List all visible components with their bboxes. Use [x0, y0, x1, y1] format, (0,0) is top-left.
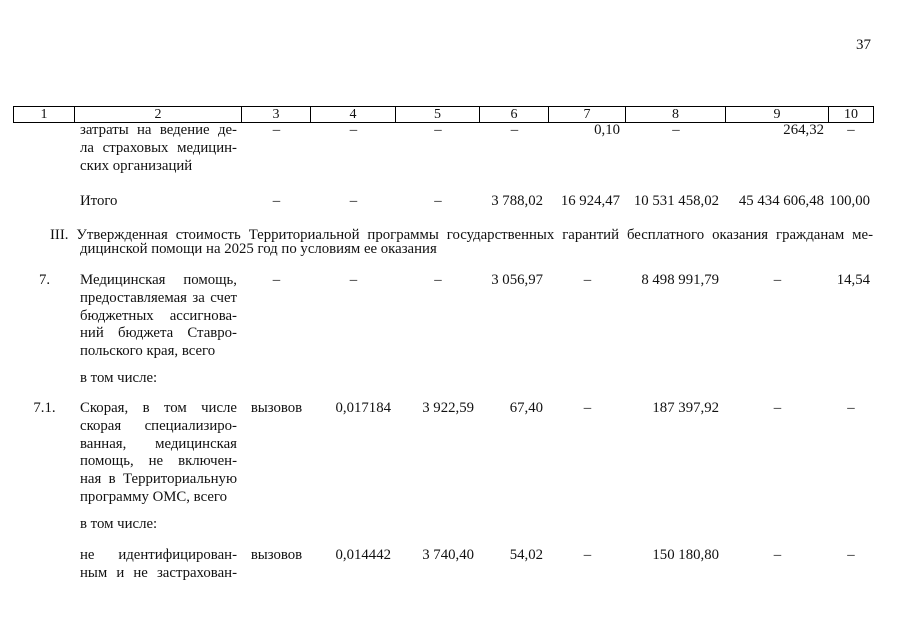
column-number-header: 6 [480, 107, 549, 122]
value-col-6: – [510, 122, 519, 138]
value-col-7: – [583, 547, 592, 563]
value-col-4: – [349, 272, 358, 288]
value-col-7: – [583, 400, 592, 416]
section-heading-line: дицинской помощи на 2025 год по условиям ее оказания [80, 241, 437, 257]
value-col-7: – [583, 272, 592, 288]
value-col-6: 3 056,97 [491, 272, 543, 288]
table-header-row [13, 106, 874, 123]
row-number: 7. [38, 272, 51, 288]
row-number: 7.1. [33, 400, 56, 416]
value-col-6: 3 788,02 [491, 193, 543, 209]
column-number-header: 8 [626, 107, 726, 122]
value-col-4: – [349, 193, 358, 209]
column-number-header: 4 [311, 107, 396, 122]
value-col-10: – [847, 547, 855, 563]
value-col-10: – [847, 122, 855, 138]
section-heading [50, 228, 873, 256]
row-name-line: помощь, не включен- [80, 453, 237, 470]
value-col-6: 67,40 [509, 400, 543, 416]
row-name [75, 193, 242, 211]
row-name-line: Итого [80, 193, 118, 209]
row-name-line: ний бюджета Ставро- [80, 325, 237, 342]
value-col-5: 3 740,40 [422, 547, 474, 563]
row-name-line: предоставляемая за счет [80, 289, 237, 306]
value-col-8: 10 531 458,02 [633, 193, 719, 209]
column-number-header: 9 [726, 107, 829, 122]
value-col-9: 45 434 606,48 [738, 193, 824, 209]
row-name-line: польского края, всего [80, 343, 216, 360]
value-col-5: – [434, 272, 442, 288]
column-number-header: 2 [75, 107, 242, 122]
row-name-line: бюджетных ассигнова- [80, 307, 237, 324]
table-row-7-1 [14, 400, 873, 507]
row-name-line: Медицинская помощь, [80, 272, 237, 288]
value-col-3: вызовов [250, 547, 303, 563]
page-number: 37 [856, 37, 871, 53]
value-col-7: 0,10 [594, 122, 620, 138]
column-number-header: 7 [549, 107, 626, 122]
value-col-8: 150 180,80 [652, 547, 719, 563]
value-col-5: – [434, 193, 442, 209]
value-col-9: – [773, 547, 782, 563]
column-number-header: 1 [14, 107, 75, 122]
value-col-4: 0,014442 [335, 547, 391, 563]
row-name-line: ванная, медицинская [80, 435, 237, 452]
row-name [75, 547, 242, 583]
value-col-4: – [349, 122, 358, 138]
row-name-line: ских организаций [80, 157, 193, 174]
row-name-line: скорая специализиро- [80, 417, 237, 434]
value-col-9: – [773, 272, 782, 288]
row-name [75, 272, 242, 361]
value-col-3: – [272, 193, 281, 209]
section-heading-line [50, 228, 873, 242]
table-row-admin-costs [14, 122, 873, 175]
column-number-header: 5 [396, 107, 480, 122]
value-col-4: 0,017184 [335, 400, 391, 416]
value-col-7: 16 924,47 [560, 193, 620, 209]
including-label: в том числе: [80, 516, 158, 532]
row-name-line: ным и не застрахован- [80, 564, 237, 581]
row-name-line: не идентифицирован- [80, 547, 237, 563]
value-col-3: – [272, 122, 281, 138]
row-name-line: ла страховых медицин- [80, 139, 237, 156]
value-col-5: – [434, 122, 442, 138]
table-row-7 [14, 272, 873, 361]
row-name [75, 400, 242, 507]
value-col-9: – [773, 400, 782, 416]
table-row-total [14, 193, 873, 211]
row-name-line: программу ОМС, всего [80, 488, 228, 505]
row-name-line: ная в Территориальную [80, 471, 237, 488]
section-heading-text: Утвержденная стоимость Территориальной программы государственных гарантий бесплатного оказания гражданам ме- [76, 227, 873, 243]
column-number-header: 3 [242, 107, 311, 122]
value-col-10: 100,00 [829, 193, 870, 209]
value-col-3: – [272, 272, 281, 288]
table-row-uninsured [14, 547, 873, 583]
value-col-6: 54,02 [509, 547, 543, 563]
section-number: III. [50, 227, 69, 243]
value-col-10: – [847, 400, 855, 416]
value-col-9: 264,32 [783, 122, 824, 138]
row-name-line: Скорая, в том числе [80, 400, 237, 416]
column-number-header: 10 [844, 107, 858, 122]
row-name [75, 122, 242, 175]
value-col-8: 8 498 991,79 [641, 272, 719, 288]
including-label: в том числе: [80, 370, 158, 386]
value-col-3: вызовов [250, 400, 303, 416]
value-col-5: 3 922,59 [422, 400, 474, 416]
value-col-8: – [672, 122, 680, 138]
value-col-10: 14,54 [836, 272, 870, 288]
row-name-line: затраты на ведение де- [80, 122, 237, 138]
value-col-8: 187 397,92 [652, 400, 719, 416]
